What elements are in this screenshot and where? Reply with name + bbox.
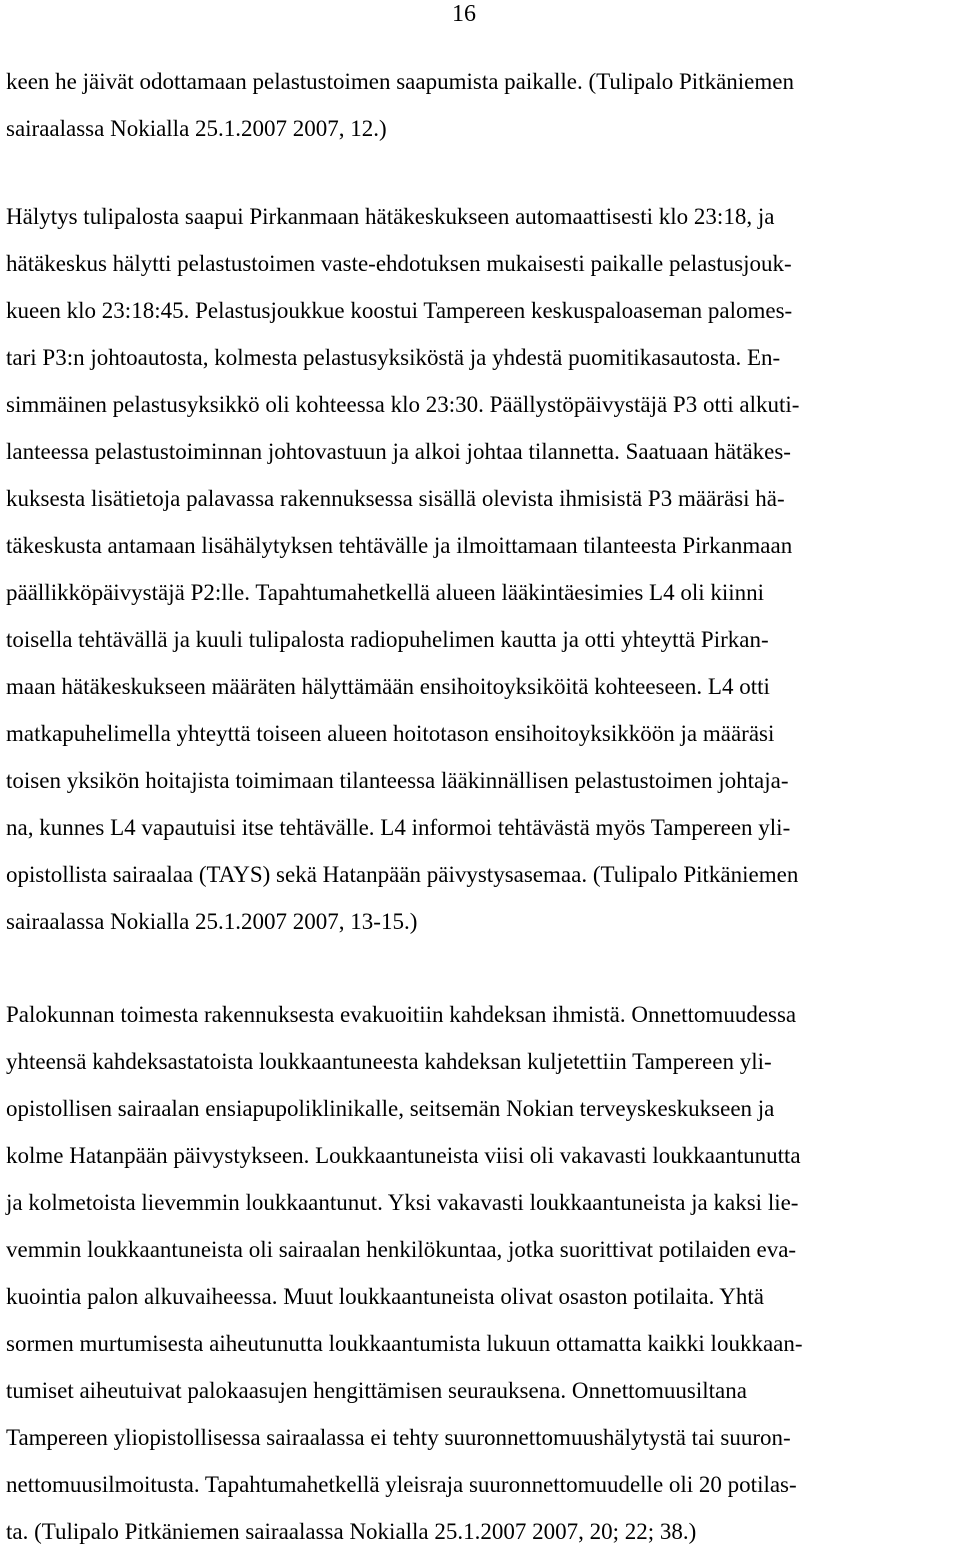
text-line: Palokunnan toimesta rakennuksesta evakuoitiin kahdeksan ihmistä. Onnettomuudessa <box>6 1002 797 1027</box>
text-line: kolme Hatanpään päivystykseen. Loukkaantuneista viisi oli vakavasti loukkaantunutta <box>6 1143 801 1168</box>
text-line: maan hätäkeskukseen määräten hälyttämään ensihoitoyksiköitä kohteeseen. L4 otti <box>6 674 770 699</box>
text-line: matkapuhelimella yhteyttä toiseen alueen hoitotason ensihoitoyksikköön ja määräsi <box>6 721 775 746</box>
text-line: päällikköpäivystäjä P2:lle. Tapahtumahetkellä alueen lääkintäesimies L4 oli kiinni <box>6 580 765 605</box>
text-line: tari P3:n johtoautosta, kolmesta pelastusyksiköstä ja yhdestä puomitikasautosta. En- <box>6 345 781 370</box>
text-line: lanteessa pelastustoiminnan johtovastuun ja alkoi johtaa tilannetta. Saatuaan hätäkes- <box>6 439 791 464</box>
text-line: tumiset aiheutuivat palokaasujen hengittämisen seurauksena. Onnettomuusiltana <box>6 1378 747 1403</box>
text-line: Tampereen yliopistollisessa sairaalassa ei tehty suuronnettomuushälytystä tai suuron- <box>6 1425 791 1450</box>
text-line: sairaalassa Nokialla 25.1.2007 2007, 13-15.) <box>6 909 418 934</box>
text-line: vemmin loukkaantuneista oli sairaalan henkilökuntaa, jotka suorittivat potilaiden eva- <box>6 1237 797 1262</box>
text-line: ta. (Tulipalo Pitkäniemen sairaalassa Nokialla 25.1.2007 2007, 20; 22; 38.) <box>6 1519 697 1544</box>
text-line: opistollista sairaalaa (TAYS) sekä Hatanpään päivystysasemaa. (Tulipalo Pitkäniemen <box>6 862 799 887</box>
text-line: kuksesta lisätietoja palavassa rakennuksessa sisällä olevista ihmisistä P3 määräsi hä- <box>6 486 785 511</box>
text-line: yhteensä kahdeksastatoista loukkaantuneesta kahdeksan kuljetettiin Tampereen yli- <box>6 1049 772 1074</box>
text-line: sormen murtumisesta aiheutunutta loukkaantumista lukuun ottamatta kaikki loukkaan- <box>6 1331 803 1356</box>
text-line: na, kunnes L4 vapautuisi itse tehtävälle. L4 informoi tehtävästä myös Tampereen yli- <box>6 815 791 840</box>
text-line: keen he jäivät odottamaan pelastustoimen saapumista paikalle. (Tulipalo Pitkäniemen <box>6 69 794 94</box>
text-line: opistollisen sairaalan ensiapupoliklinikalle, seitsemän Nokian terveyskeskukseen ja <box>6 1096 775 1121</box>
text-line: hätäkeskus hälytti pelastustoimen vaste-ehdotuksen mukaisesti paikalle pelastusjouk- <box>6 251 792 276</box>
page-number: 16 <box>452 1 476 27</box>
text-line: sairaalassa Nokialla 25.1.2007 2007, 12.) <box>6 116 387 141</box>
text-line: kueen klo 23:18:45. Pelastusjoukkue koostui Tampereen keskuspaloaseman palomes- <box>6 298 793 323</box>
text-line: toisella tehtävällä ja kuuli tulipalosta radiopuhelimen kautta ja otti yhteyttä Pirkan- <box>6 627 769 652</box>
paragraph <box>6 193 799 945</box>
text-line: Hälytys tulipalosta saapui Pirkanmaan hätäkeskukseen automaattisesti klo 23:18, ja <box>6 204 775 229</box>
paragraph <box>6 58 794 152</box>
text-line: kuointia palon alkuvaiheessa. Muut loukkaantuneista olivat osaston potilaita. Yhtä <box>6 1284 764 1309</box>
text-line: simmäinen pelastusyksikkö oli kohteessa klo 23:30. Päällystöpäivystäjä P3 otti alkuti- <box>6 392 800 417</box>
text-line: toisen yksikön hoitajista toimimaan tilanteessa lääkinnällisen pelastustoimen johtaja- <box>6 768 789 793</box>
text-line: nettomuusilmoitusta. Tapahtumahetkellä yleisraja suuronnettomuudelle oli 20 potilas- <box>6 1472 797 1497</box>
paragraph <box>6 991 803 1555</box>
text-line: täkeskusta antamaan lisähälytyksen tehtävälle ja ilmoittamaan tilanteesta Pirkanmaan <box>6 533 793 558</box>
text-line: ja kolmetoista lievemmin loukkaantunut. Yksi vakavasti loukkaantuneista ja kaksi lie- <box>6 1190 799 1215</box>
